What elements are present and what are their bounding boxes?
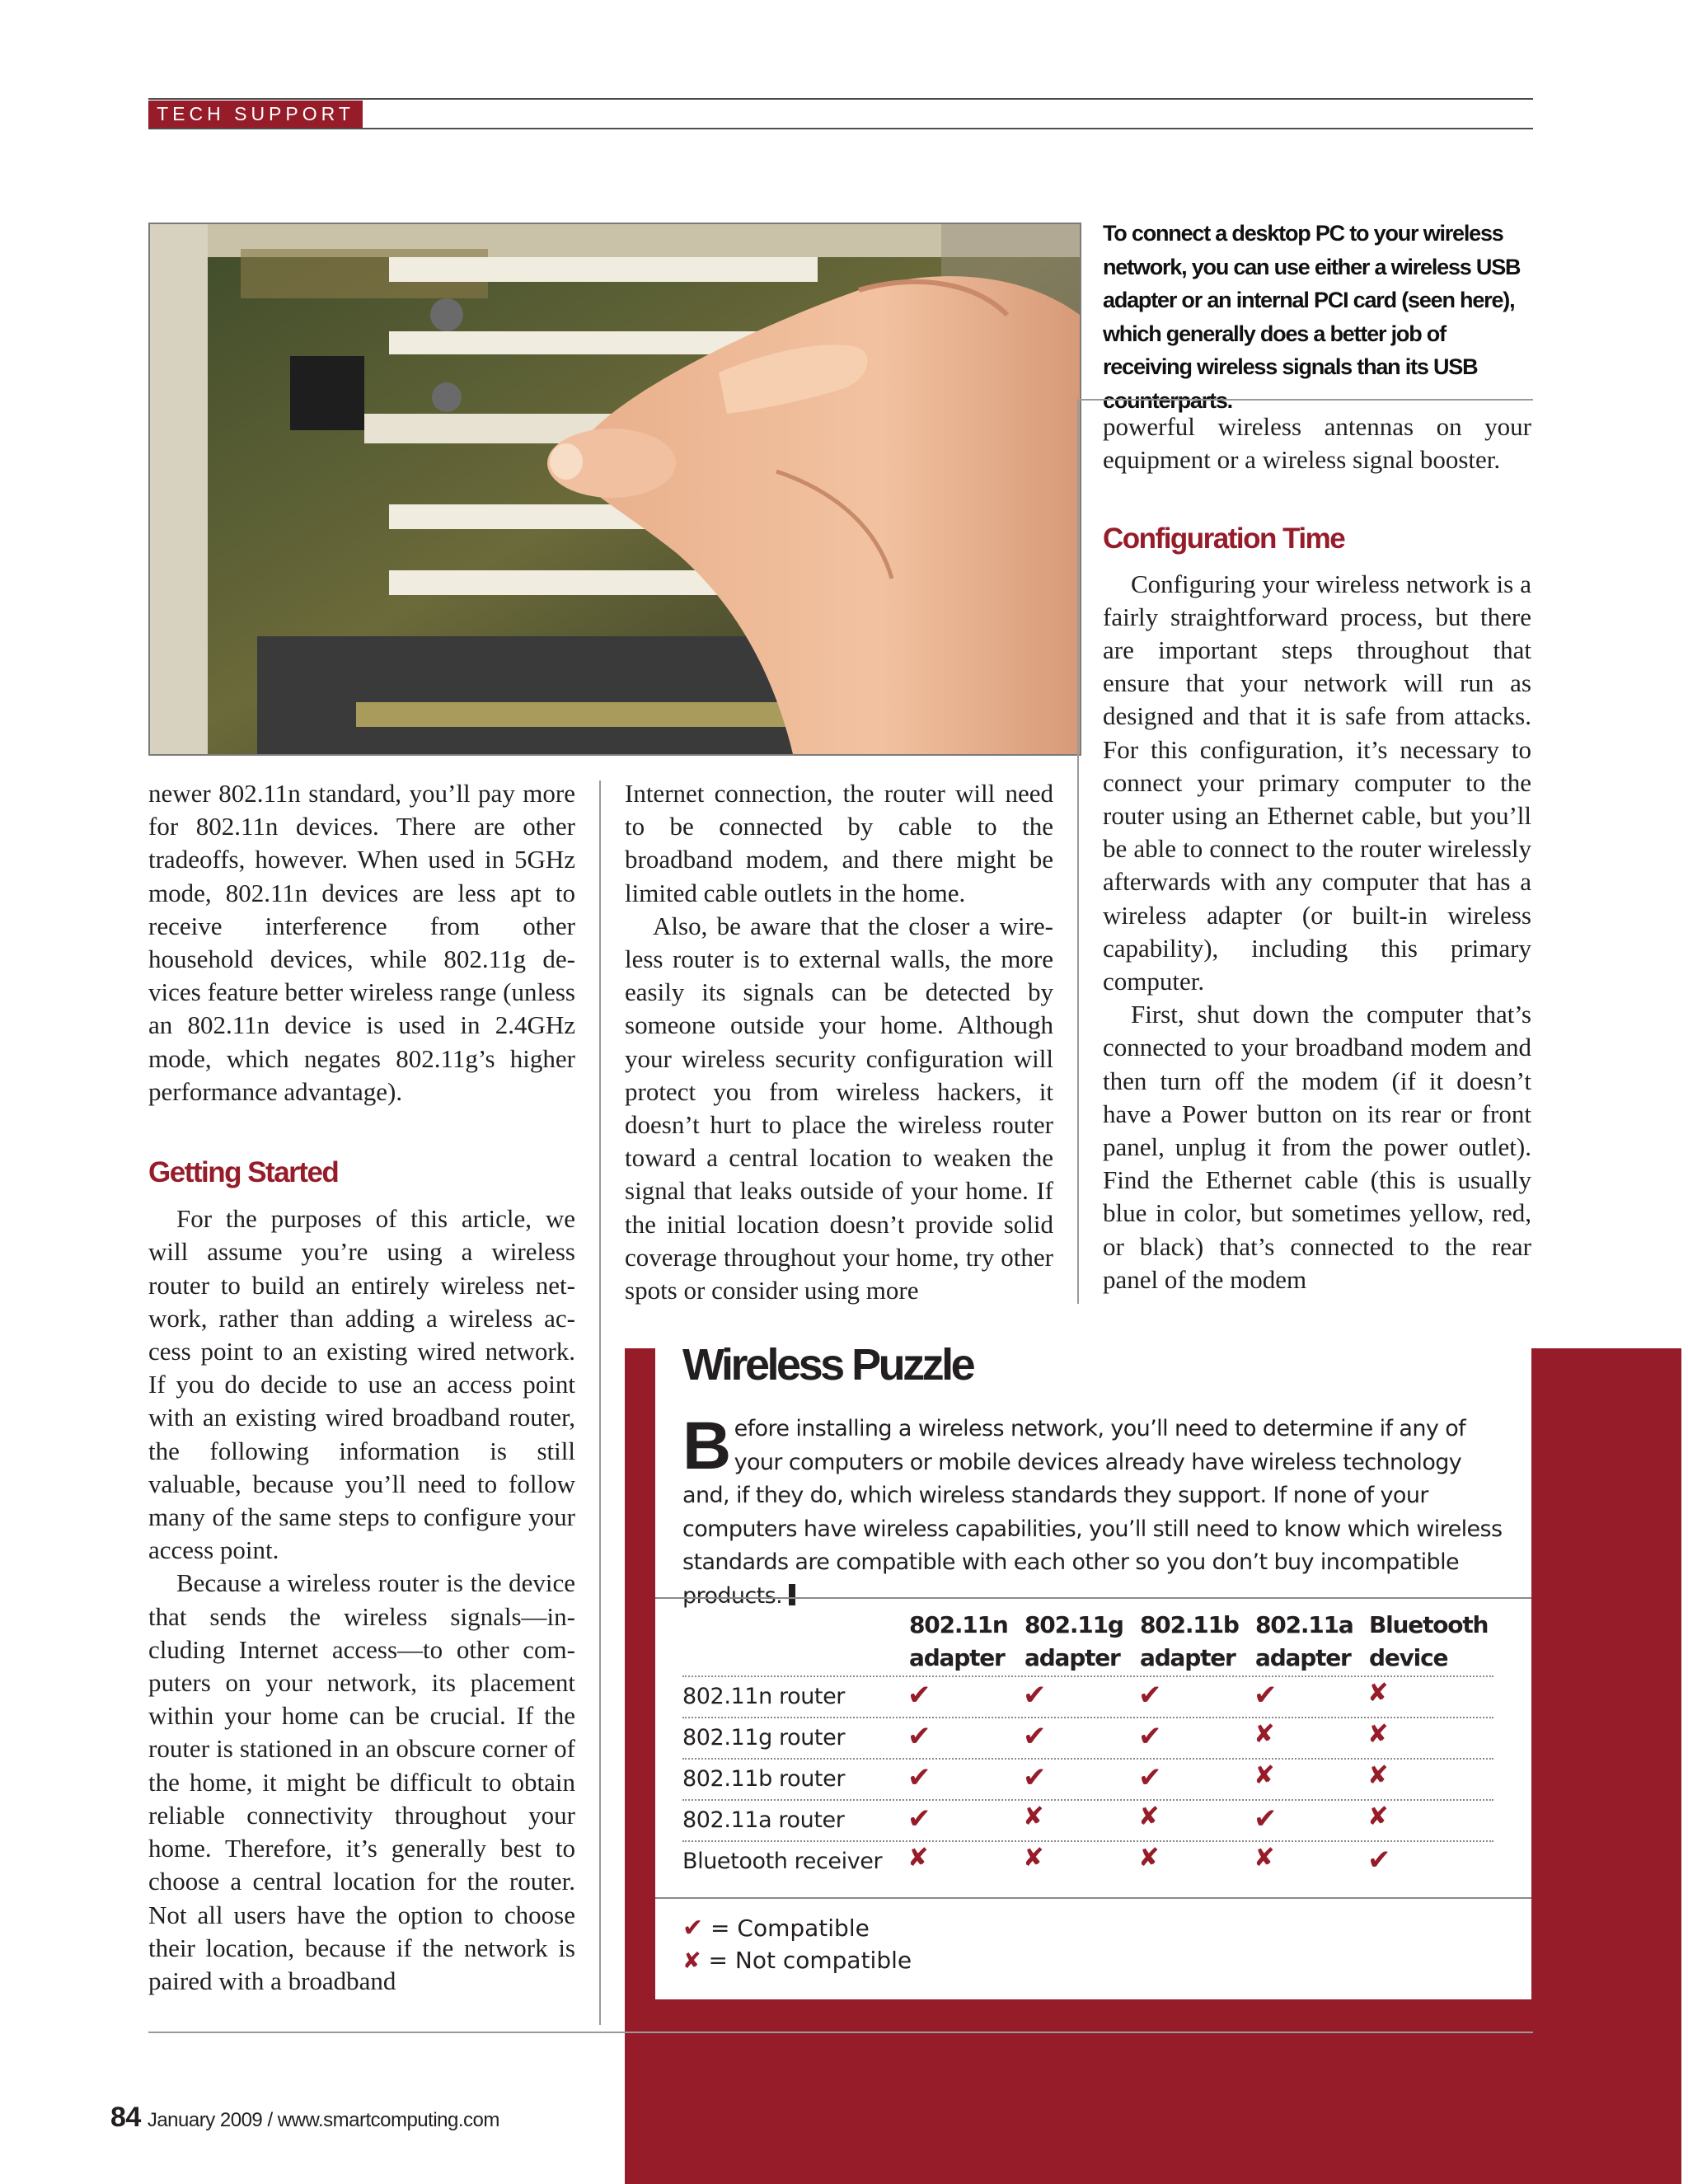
- compat-mark: ✔: [1367, 1844, 1391, 1877]
- compat-mark: ✘: [1023, 1802, 1044, 1831]
- compat-mark: ✘: [1254, 1720, 1275, 1749]
- compat-mark: ✘: [1254, 1761, 1275, 1790]
- compat-mark: ✔: [1254, 1802, 1278, 1835]
- compat-mark: ✔: [907, 1761, 931, 1794]
- compat-mark: ✔: [1023, 1720, 1047, 1753]
- row-label-802-11a-router: 802.11a router: [682, 1807, 845, 1833]
- compat-mark: ✔: [1023, 1679, 1047, 1712]
- paragraph: Internet connection, the router will need to be connected by cable to the broadband modem, and there might be limited cable outlets in the home.: [625, 779, 1053, 907]
- sidebar-rule: [655, 1597, 1531, 1599]
- header-rule-bottom: [148, 128, 1533, 129]
- paragraph: powerful wireless antennas on your equipment or a wireless signal booster.: [1103, 412, 1531, 475]
- row-divider: [682, 1758, 1493, 1760]
- compat-mark: ✘: [1138, 1802, 1160, 1831]
- row-label-802-11b-router: 802.11b router: [682, 1766, 846, 1792]
- compat-mark: ✘: [1367, 1802, 1389, 1831]
- col-header-bluetooth: Bluetooth device: [1369, 1611, 1489, 1671]
- legend-not-compatible: ✘ = Not compatible: [682, 1947, 912, 1974]
- compat-mark: ✔: [907, 1679, 931, 1712]
- compat-mark: ✔: [907, 1802, 931, 1835]
- compat-mark: ✔: [907, 1720, 931, 1753]
- col-header-802-11g: 802.11g adapter: [1025, 1611, 1123, 1671]
- row-label-802-11n-router: 802.11n router: [682, 1684, 846, 1709]
- footer-text: January 2009 / www.smartcomputing.com: [147, 2109, 499, 2131]
- column-2: [625, 777, 1053, 1307]
- compat-mark: ✘: [1023, 1844, 1044, 1872]
- legend-compatible: ✔ = Compatible: [682, 1914, 870, 1943]
- paragraph: newer 802.11n standard, you’ll pay more for 802.11n devices. There are other tradeoffs, however. When used in 5GHz mode, 802.11n devices are less apt to receive interference from other household devices, while 802.11g devices feature better wireless range (unless an 802.11n device is used in 2.4GHz mode, which negates 802.11g’s higher performance advantage).: [148, 779, 575, 1106]
- column-3: [1103, 410, 1531, 1296]
- paragraph: First, shut down the computer that’s connected to your broadband modem and then turn off the modem (if it doesn’t have a Power button on its rear or front panel, unplug it from the power outlet). Find the Ethernet cable (this is usually blue in color, but sometimes yellow, red, or black) that’s connected to the rear panel of the modem: [1103, 1000, 1531, 1294]
- footer-rule: [148, 2032, 1533, 2033]
- caption-rule: [1080, 399, 1533, 401]
- photo-caption: To connect a desktop PC to your wireless network, you can use either a wireless USB adapter or an internal PCI card (seen here), which generally does a better job of receiving wireless signals than its USB counterparts.: [1103, 221, 1521, 413]
- cross-icon: ✘: [682, 1948, 701, 1974]
- compat-mark: ✘: [1254, 1844, 1275, 1872]
- paragraph: Configuring your wireless network is a fairly straightforward process, but there are important steps throughout that ensure that your network will run as designed and that it is safe from attacks. For this configuration, it’s necessary to connect your primary computer to the router using an Ethernet cable, but you’ll be able to connect to the router wirelessly afterwards with any computer that has a wireless adapter (or built-in wireless capability), including this primary computer.: [1103, 569, 1531, 996]
- compat-mark: ✔: [1023, 1761, 1047, 1794]
- compat-mark: ✘: [1367, 1679, 1389, 1708]
- page-footer: [110, 2102, 499, 2134]
- row-label-802-11g-router: 802.11g router: [682, 1725, 846, 1750]
- paragraph: For the purposes of this article, we will assume you’re using a wireless router to build an entirely wireless network, rather than adding a wireless access point to an existing wired network. If you do decide to use an access point with an existing wired broadband router, the following information is still valuable, because you’ll need to follow many of the same steps to configure your access point.: [148, 1204, 575, 1565]
- row-divider: [682, 1840, 1493, 1842]
- end-mark: [789, 1584, 795, 1605]
- row-divider: [682, 1717, 1493, 1718]
- sidebar-intro: [682, 1408, 1507, 1613]
- column-rule-2: [1077, 399, 1079, 1304]
- compat-mark: ✘: [1138, 1844, 1160, 1872]
- compat-mark: ✔: [1138, 1720, 1162, 1753]
- drop-cap: B: [682, 1408, 731, 1483]
- sidebar-intro-text: efore installing a wireless network, you’ll need to determine if any of your computers or mobile devices already have wireless technology and, if they do, which wireless standards they support. If none of your computers have wireless capabilities, you’ll still need to know which wireless standards are compatible with each other so you don’t buy incompatible products.: [682, 1416, 1503, 1609]
- compat-mark: ✔: [1254, 1679, 1278, 1712]
- heading-getting-started: Getting Started: [148, 1156, 339, 1189]
- compat-mark: ✔: [1138, 1761, 1162, 1794]
- row-divider: [682, 1675, 1493, 1677]
- pci-card-photo: [150, 224, 1080, 754]
- column-1: [148, 777, 575, 1998]
- paragraph: Also, be aware that the closer a wireless router is to external walls, the more easily its signals can be detected by someone outside your home. Although your wireless security configuration will protect you from wireless hackers, it doesn’t hurt to place the wireless router toward a central location to weaken the signal that leaks outside of your home. If the initial location doesn’t provide solid coverage throughout your home, try other spots or consider using more: [625, 911, 1053, 1305]
- compat-mark: ✘: [907, 1844, 929, 1872]
- col-header-802-11a: 802.11a adapter: [1255, 1611, 1353, 1671]
- col-header-802-11b: 802.11b adapter: [1140, 1611, 1239, 1671]
- column-rule-1: [599, 780, 601, 2025]
- paragraph: Because a wireless router is the device that sends the wireless signals—including Internet access—to other computers on your network, its placement within your home can be crucial. If the router is stationed in an obscure corner of the home, it might be difficult to obtain reliable connectivity throughout your home. Therefore, it’s generally best to choose a central location for the router. Not all users have the option to choose their location, because if the network is paired with a broadband: [148, 1568, 575, 1995]
- row-divider: [682, 1799, 1493, 1801]
- compat-mark: ✘: [1367, 1720, 1389, 1749]
- heading-configuration-time: Configuration Time: [1103, 523, 1345, 555]
- section-tab: TECH SUPPORT: [148, 101, 363, 128]
- article-photo: [148, 223, 1081, 756]
- col-header-802-11n: 802.11n adapter: [909, 1611, 1008, 1671]
- check-icon: ✔: [682, 1914, 704, 1943]
- header-rule-top: [148, 98, 1533, 100]
- row-label-bluetooth-receiver: Bluetooth receiver: [682, 1849, 883, 1874]
- sidebar-title: Wireless Puzzle: [682, 1340, 973, 1390]
- compat-mark: ✔: [1138, 1679, 1162, 1712]
- sidebar-rule: [655, 1897, 1531, 1899]
- page-number: 84: [110, 2102, 141, 2133]
- compat-mark: ✘: [1367, 1761, 1389, 1790]
